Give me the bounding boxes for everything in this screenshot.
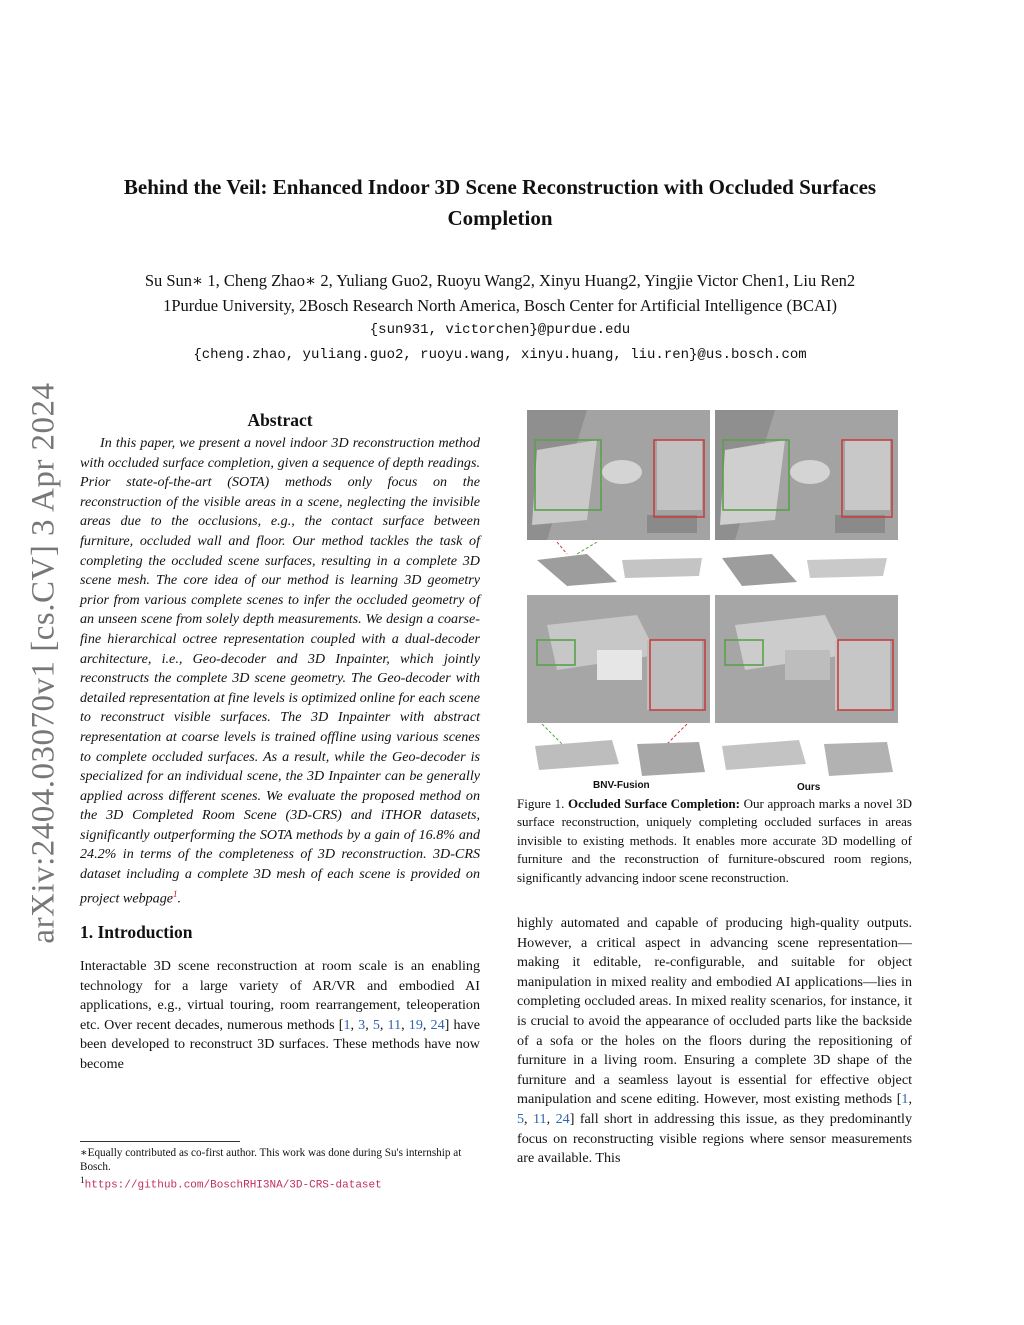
figure-1 — [527, 410, 899, 795]
footnotes — [80, 1141, 480, 1193]
citation-link[interactable]: 1 — [343, 1016, 351, 1033]
mesh-render-ours-scene2 — [715, 595, 898, 723]
citation-link[interactable]: 19 — [408, 1016, 423, 1033]
paper-title: Behind the Veil: Enhanced Indoor 3D Scene Reconstruction with Occluded Surfaces Completion — [123, 175, 877, 230]
citation-link[interactable]: 24 — [430, 1016, 445, 1033]
right-text-b: ] fall short in addressing this issue, as they predominantly focus on reconstructing visible regions where sensor measurements are available. This — [517, 1110, 912, 1167]
right-column-paragraph: highly automated and capable of producing high-quality outputs. However, a critical aspect in advancing scene representation—making it editable, re-configurable, and suitable for object manipulation in mixed reality and embodied AI applications—lies in completing occluded areas. In mixed reality scenarios, for instance, it is crucial to avoid the appearance of occluded parts like the backside of a sofa or the holes on the floors during the repositioning of furniture in a living room. Ensuring a complete 3D shape of the furniture and a seamless layout is essential for effective object manipulation and scene editing. However, most existing methods [1, 5, 11, 24] fall short in addressing this issue, as they predominantly focus on reconstructing visible regions where sensor measurements are available. This — [517, 915, 912, 1167]
label-bnv-fusion: BNV-Fusion — [593, 780, 650, 791]
abstract-body — [80, 434, 480, 909]
arxiv-id-text: arXiv:2404.03070v1 [cs.CV] 3 Apr 2024 — [25, 382, 62, 944]
author-block — [60, 268, 940, 368]
figure-caption — [517, 795, 912, 887]
footnote-divider — [80, 1141, 240, 1142]
citation-link[interactable]: 5 — [372, 1016, 380, 1033]
citation-link[interactable]: 1 — [901, 1091, 909, 1108]
footnote-equal-contribution: ∗Equally contributed as co-first author. This work was done during Su's internship at Bosch. — [80, 1147, 462, 1173]
arxiv-side-identifier — [24, 362, 64, 964]
mesh-render-bnv-scene2 — [527, 595, 710, 723]
citation-link[interactable]: 11 — [533, 1110, 547, 1127]
caption-text: Our approach marks a novel 3D surface reconstruction, uniquely completing occluded surfaces in areas invisible to existing methods. It enables more accurate 3D modelling of furniture and the reconstruction of furniture-obscured room regions, significantly advancing indoor scene reconstruction. — [517, 796, 913, 885]
email-bosch: {cheng.zhao, yuliang.guo2, ruoyu.wang, xinyu.huang, liu.ren}@us.bosch.com — [193, 347, 807, 363]
author-names: Su Sun∗ 1, Cheng Zhao∗ 2, Yuliang Guo2, Ruoyu Wang2, Xinyu Huang2, Yingjie Victor Chen1, Liu Ren2 — [144, 271, 856, 290]
citation-link[interactable]: 24 — [555, 1110, 570, 1127]
dataset-link[interactable]: https://github.com/BoschRHI3NA/3D-CRS-dataset — [84, 1179, 382, 1192]
label-ours: Ours — [797, 782, 821, 793]
introduction-paragraph: Interactable 3D scene reconstruction at room scale is an enabling technology for a large variety of AR/VR and embodied AI applications, e.g., virtual touring, room rearrangement, teleoperation etc. Over recent decades, numerous methods [1, 3, 5, 11, 19, 24] have been developed to reconstruct 3D surfaces. These methods have now become — [80, 957, 481, 1072]
abstract-text: In this paper, we present a novel indoor 3D reconstruction method with occluded surface completion, given a sequence of depth readings. Prior state-of-the-art (SOTA) methods only focus on the reconstruction of the visible areas in a scene, neglecting the invisible areas due to the occlusions, e.g., the contact surface between furniture, occluded wall and floor. Our method tackles the task of completing the occluded scene surfaces, resulting in a complete 3D scene mesh. The core idea of our method is learning 3D geometry prior from various complete scenes to infer the occluded geometry of an unseen scene from solely depth measurements. We design a coarse-fine hierarchical octree representation coupled with a dual-decoder architecture, i.e., Geo-decoder and 3D Inpainter, which jointly reconstructs the complete 3D scene geometry. The Geo-decoder with detailed representation at fine levels is optimized online for each scene to reconstruct visible surfaces. The 3D Inpainter with abstract representation at coarse levels is trained offline using various scenes to complete occluded surfaces. As a result, while the Geo-decoder is specialized for an individual scene, the 3D Inpainter can be generally applied across different scenes. We evaluate the proposed method on the 3D Completed Room Scene (3D-CRS) and iTHOR datasets, significantly outperforming the SOTA methods by a gain of 16.8% and 24.2% in terms of the completeness of 3D reconstruction. 3D-CRS dataset including a complete 3D mesh of each scene is provided on project webpage — [80, 435, 480, 907]
detail-crops-scene2 — [527, 724, 899, 782]
email-purdue: {sun931, victorchen}@purdue.edu — [369, 322, 631, 338]
footnote-ref[interactable]: 1 — [173, 888, 178, 899]
caption-title: Occluded Surface Completion: — [568, 796, 740, 811]
left-column — [80, 410, 480, 1075]
right-text-a: highly automated and capable of producing high-quality outputs. However, a critical aspect in advancing scene representation—making it editable, re-configurable, and suitable for object manipulation in mixed reality and embodied AI applications—lies in completing occluded areas. In mixed reality scenarios, for instance, it is crucial to avoid the appearance of occluded parts like the backside of a sofa or the holes on the floors during the repositioning of furniture in a living room. Ensuring a complete 3D shape of the furniture and a seamless layout is essential for effective object manipulation and scene editing. However, most existing methods [ — [517, 915, 912, 1108]
citation-link[interactable]: 3 — [358, 1016, 366, 1033]
abstract-end: . — [177, 890, 182, 907]
intro-text-b: ] have been developed to reconstruct 3D surfaces. These methods have now become — [80, 1016, 481, 1072]
mesh-render-ours-scene1 — [715, 410, 898, 540]
figure-caption-block — [517, 795, 912, 887]
detail-crops-scene1 — [527, 542, 899, 588]
affiliations: 1Purdue University, 2Bosch Research North America, Bosch Center for Artificial Intelligence (BCAI) — [163, 296, 837, 315]
citation-link[interactable]: 5 — [517, 1110, 525, 1127]
footnote-dataset-url — [80, 1174, 480, 1193]
caption-prefix: Figure 1. — [517, 796, 565, 811]
mesh-render-bnv-scene1 — [527, 410, 710, 540]
abstract-heading: Abstract — [247, 410, 313, 430]
intro-text-a: Interactable 3D scene reconstruction at room scale is an enabling technology for a large variety of AR/VR and embodied AI applications, e.g., virtual touring, room rearrangement, teleoperation etc. Over recent decades, numerous methods [ — [80, 957, 480, 1033]
footnote-marker: 1 — [80, 1176, 85, 1186]
citation-link[interactable]: 11 — [387, 1016, 402, 1033]
introduction-heading: 1. Introduction — [80, 921, 193, 942]
